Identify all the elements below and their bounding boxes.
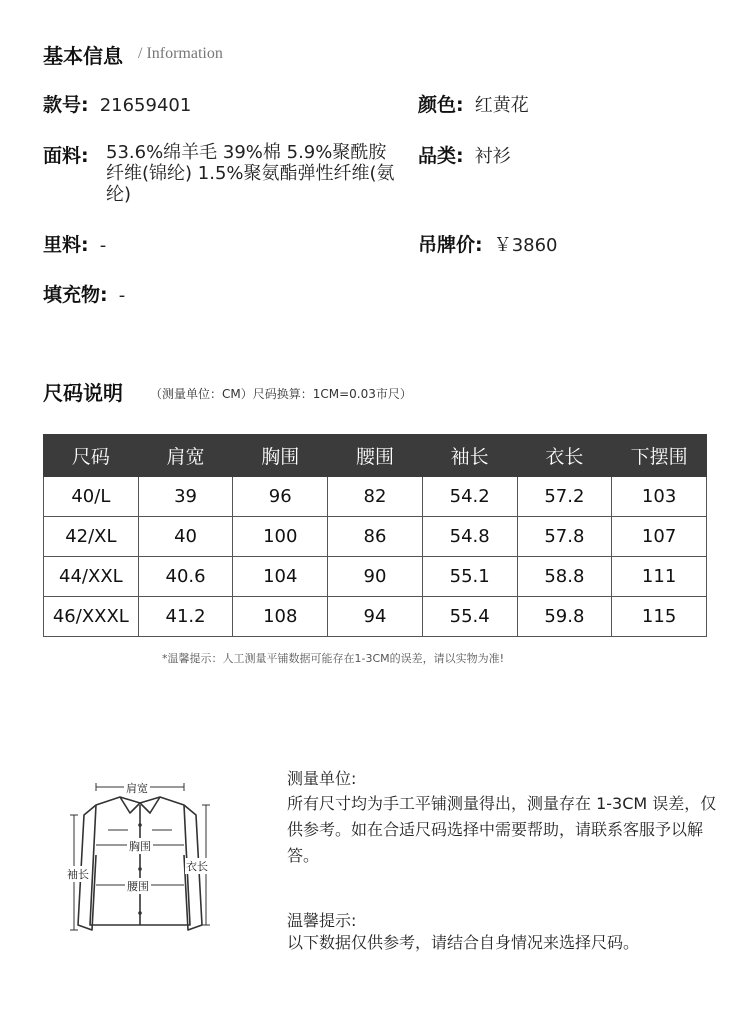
table-cell: 107: [612, 517, 707, 557]
lining-row: [43, 230, 106, 257]
diagram-label-waist: 腰围: [127, 880, 149, 893]
measure-tip-title: 温馨提示:: [287, 911, 357, 930]
table-row: [44, 597, 707, 637]
fabric-label: 面料:: [43, 145, 89, 167]
measure-tip-body: 以下数据仅供参考，请结合自身情况来选择尺码。: [287, 933, 640, 952]
table-cell: 58.8: [517, 557, 612, 597]
table-cell: 57.8: [517, 517, 612, 557]
table-cell: 39: [138, 477, 233, 517]
filling-row: [43, 280, 125, 307]
header-length: 衣长: [517, 435, 612, 477]
table-cell: 86: [328, 517, 423, 557]
diagram-label-length: 衣长: [186, 860, 208, 873]
table-cell: 55.4: [422, 597, 517, 637]
diagram-label-chest: 胸围: [129, 840, 151, 853]
size-table: [43, 434, 707, 637]
basic-info-subtitle: / Information: [138, 45, 223, 62]
table-cell: 104: [233, 557, 328, 597]
header-size: 尺码: [44, 435, 139, 477]
shirt-outline-icon: [78, 797, 202, 930]
diagram-label-shoulder: 肩宽: [126, 782, 148, 795]
table-cell: 90: [328, 557, 423, 597]
table-cell: 46/XXXL: [44, 597, 139, 637]
category-label: 品类:: [418, 145, 464, 167]
price-label: 吊牌价:: [418, 234, 483, 256]
table-cell: 54.8: [422, 517, 517, 557]
color-value: 红黄花: [474, 95, 529, 116]
price-value: ￥3860: [493, 235, 558, 256]
header-hem: 下摆围: [612, 435, 707, 477]
table-cell: 42/XL: [44, 517, 139, 557]
basic-info-title: 基本信息: [43, 44, 123, 68]
lining-label: 里料:: [43, 234, 89, 256]
header-shoulder: 肩宽: [138, 435, 233, 477]
size-chart-title: 尺码说明: [43, 381, 123, 405]
color-row: [418, 90, 529, 117]
table-cell: 111: [612, 557, 707, 597]
header-sleeve: 袖长: [422, 435, 517, 477]
style-no-row: [43, 90, 191, 117]
filling-value: -: [118, 285, 126, 306]
size-chart-note: （测量单位：CM）尺码换算：1CM=0.03市尺）: [150, 387, 412, 401]
table-cell: 54.2: [422, 477, 517, 517]
measure-unit-body: 所有尺寸均为手工平铺测量得出，测量存在 1-3CM 误差，仅供参考。如在合适尺码选择中需要帮助，请联系客服予以解答。: [287, 794, 717, 865]
table-row: [44, 517, 707, 557]
lining-value: -: [99, 235, 107, 256]
fabric-value: 53.6%绵羊毛 39%棉 5.9%聚酰胺纤维(锦纶) 1.5%聚氨酯弹性纤维(氨纶): [106, 142, 395, 205]
price-row: [418, 230, 558, 257]
style-no-value: 21659401: [99, 95, 192, 116]
style-no-label: 款号:: [43, 94, 89, 116]
diagram-label-sleeve: 袖长: [67, 868, 89, 881]
table-cell: 40: [138, 517, 233, 557]
size-table-header: [44, 435, 707, 477]
table-cell: 94: [328, 597, 423, 637]
table-cell: 40.6: [138, 557, 233, 597]
table-cell: 115: [612, 597, 707, 637]
category-value: 衬衫: [474, 146, 511, 167]
table-row: [44, 477, 707, 517]
table-cell: 41.2: [138, 597, 233, 637]
filling-label: 填充物:: [43, 284, 108, 306]
table-cell: 103: [612, 477, 707, 517]
table-cell: 108: [233, 597, 328, 637]
table-cell: 55.1: [422, 557, 517, 597]
table-cell: 100: [233, 517, 328, 557]
table-cell: 57.2: [517, 477, 612, 517]
color-label: 颜色:: [418, 94, 464, 116]
table-cell: 59.8: [517, 597, 612, 637]
table-cell: 96: [233, 477, 328, 517]
table-cell: 82: [328, 477, 423, 517]
measure-unit-title: 测量单位:: [287, 769, 357, 788]
table-cell: 44/XXL: [44, 557, 139, 597]
table-row: [44, 557, 707, 597]
header-chest: 胸围: [233, 435, 328, 477]
table-cell: 40/L: [44, 477, 139, 517]
category-row: [418, 141, 511, 168]
size-table-tip: *温馨提示：人工测量平铺数据可能存在1-3CM的误差，请以实物为准!: [162, 652, 505, 665]
header-waist: 腰围: [328, 435, 423, 477]
